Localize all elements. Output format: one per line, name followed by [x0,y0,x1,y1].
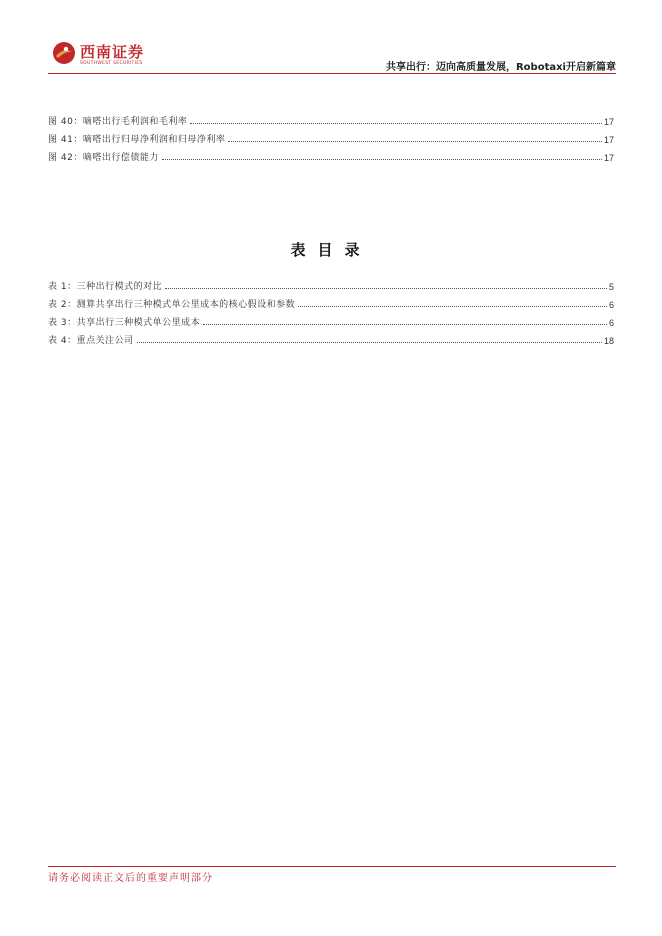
toc-entry-page: 17 [603,117,614,127]
logo-emblem-icon [52,41,76,65]
toc-entry[interactable] [48,109,614,127]
company-logo [52,40,145,70]
toc-entry[interactable] [48,127,614,145]
header-divider [48,73,616,74]
toc-entry-label: 图 40：嘀嗒出行毛利润和毛利率 [48,117,188,127]
toc-entry-label: 图 41：嘀嗒出行归母净利润和归母净利率 [48,135,226,145]
toc-entry[interactable] [48,292,614,310]
tables-section-title: 表目录 [290,241,372,259]
logo-name-cn: 西南证券 [80,43,145,61]
toc-entry-page: 6 [608,300,614,310]
toc-entry-label: 表 3：共享出行三种模式单公里成本 [48,318,201,328]
tables-list [48,274,614,346]
toc-entry-page: 18 [603,336,614,346]
page-header [48,38,616,74]
toc-entry-page: 6 [608,318,614,328]
toc-entry[interactable] [48,145,614,163]
report-title: 共享出行：迈向高质量发展，Robotaxi开启新篇章 [385,62,616,73]
toc-entry-label: 图 42：嘀嗒出行偿债能力 [48,153,159,163]
footer-disclaimer-note: 请务必阅读正文后的重要声明部分 [48,873,213,884]
toc-entry-page: 17 [603,135,614,145]
toc-leader-dots [162,159,602,160]
toc-entry-label: 表 2：测算共享出行三种模式单公里成本的核心假设和参数 [48,300,296,310]
toc-entry[interactable] [48,328,614,346]
toc-leader-dots [190,123,602,124]
toc-leader-dots [228,141,602,142]
toc-entry-label: 表 4：重点关注公司 [48,336,134,346]
toc-entry-page: 17 [603,153,614,163]
footer-divider [48,866,616,867]
toc-leader-dots [137,342,602,343]
figures-list [48,109,614,163]
toc-leader-dots [298,306,607,307]
toc-leader-dots [165,288,607,289]
toc-entry[interactable] [48,274,614,292]
toc-entry-label: 表 1：三种出行模式的对比 [48,282,163,292]
toc-leader-dots [203,324,607,325]
toc-entry-page: 5 [608,282,614,292]
logo-name-en: SOUTHWEST SECURITIES [80,61,143,66]
toc-entry[interactable] [48,310,614,328]
